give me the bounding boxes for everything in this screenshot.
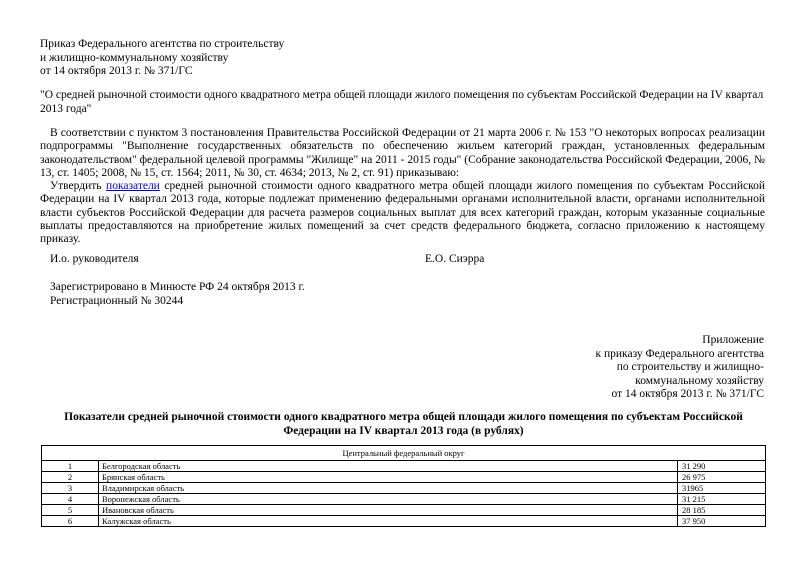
header-line-1: Приказ Федерального агентства по строительству [40, 38, 285, 50]
table-row [42, 483, 766, 494]
price-value: 28 185 [678, 505, 766, 516]
row-number: 4 [42, 494, 99, 505]
registration-line-1: Зарегистрировано в Минюсте РФ 24 октября 2013 г. [50, 281, 305, 293]
signature-role: И.о. руководителя [50, 253, 139, 265]
region-name: Белгородская область [99, 461, 678, 472]
header-line-3: от 14 октября 2013 г. № 371/ГС [40, 65, 193, 77]
region-name: Владимирская область [99, 483, 678, 494]
appendix-block [596, 334, 764, 402]
paragraph-order [40, 180, 765, 246]
table-row [42, 472, 766, 483]
table-row [42, 494, 766, 505]
row-number: 6 [42, 516, 99, 527]
table-title: Показатели средней рыночной стоимости одного квадратного метра общей площади жилого помещения по субъектам Российской Федерации на IV квартал 2013 года (в рублях) [64, 411, 743, 437]
table-row [42, 505, 766, 516]
price-value: 31 290 [678, 461, 766, 472]
price-table [41, 445, 766, 527]
appendix-line-2: к приказу Федерального агентства [595, 347, 764, 360]
order-title: "О средней рыночной стоимости одного квадратного метра общей площади жилого помещения по субъектам Российской Федерации на IV квартал 2013 года" [40, 89, 764, 115]
row-number: 2 [42, 472, 99, 483]
document-header [40, 38, 284, 79]
price-value: 31965 [678, 483, 766, 494]
district-name: Центральный федеральный округ [42, 446, 766, 461]
region-name: Калужская область [99, 516, 678, 527]
appendix-line-1: Приложение [702, 334, 764, 346]
appendix-line-3: по строительству и жилищно- [616, 361, 764, 373]
registration-block [50, 280, 305, 308]
region-name: Брянская область [99, 472, 678, 483]
table-district-row [42, 446, 766, 461]
row-number: 3 [42, 483, 99, 494]
row-number: 1 [42, 461, 99, 472]
price-value: 31 215 [678, 494, 766, 505]
indicators-link[interactable]: показатели [106, 180, 160, 192]
table-row [42, 516, 766, 527]
region-name: Воронежская область [99, 494, 678, 505]
price-value: 26 975 [678, 472, 766, 483]
region-name: Ивановская область [99, 505, 678, 516]
row-number: 5 [42, 505, 99, 516]
price-value: 37 950 [678, 516, 766, 527]
paragraph-basis: В соответствии с пунктом 3 постановления Правительства Российской Федерации от 21 марта 2006 г. № 153 "О некоторых вопросах реализации подпрограммы "Выполнение государственных обязательств по обеспечению жильем категорий граждан, установленных федеральным законодательством" федеральной целевой программы "Жилище" на 2011 - 2015 годы" (Собрание законодательства Российской Федерации, 2006, № 13, ст. 1405; 2008, № 15, ст. 1564; 2011, № 30, ст. 4634; 2013, № 2, ст. 91) приказываю: [40, 127, 765, 179]
table-row [42, 461, 766, 472]
appendix-line-5: от 14 октября 2013 г. № 371/ГС [611, 388, 764, 400]
signature-name: Е.О. Сиэрра [425, 253, 485, 265]
paragraph-order-prefix: Утвердить [50, 180, 107, 192]
header-line-2: и жилищно-коммунальному хозяйству [40, 51, 229, 64]
appendix-line-4: коммунальному хозяйству [635, 374, 764, 387]
registration-line-2: Регистрационный № 30244 [50, 295, 184, 307]
paragraph-order-suffix: средней рыночной стоимости одного квадратного метра общей площади жилого помещения по субъектам Российской Федерации на IV квартал 2013 года, которые подлежат применению федеральными органами исполнительной власти, органами исполнительной власти субъектов Российской Федерации для расчета размеров социальных выплат для всех категорий граждан, которым указанные социальные выплаты предоставляются на приобретение жилых помещений за счет средств федерального бюджета, согласно приложению к настоящему приказу. [40, 180, 765, 246]
